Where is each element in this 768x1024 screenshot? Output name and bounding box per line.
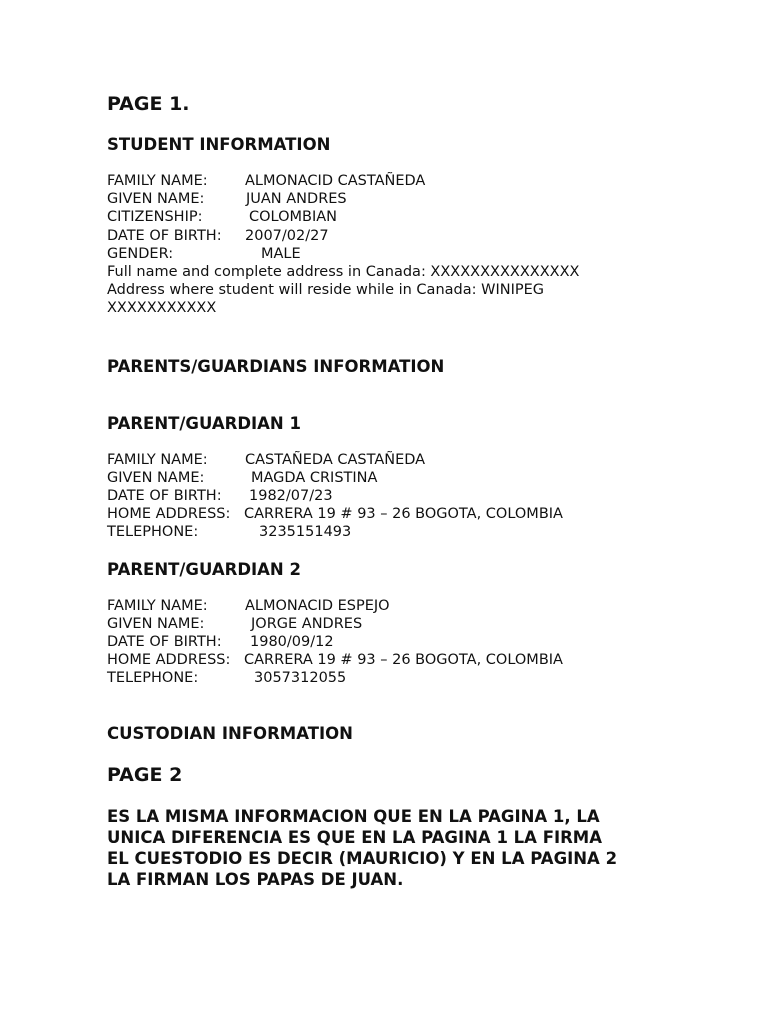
note-line: UNICA DIFERENCIA ES QUE EN LA PAGINA 1 LA FIRMA	[107, 827, 602, 847]
field-label: GIVEN NAME:	[107, 191, 205, 208]
student-address-in-canada: Full name and complete address in Canada: XXXXXXXXXXXXXXX	[107, 264, 580, 281]
student-family-name: ALMONACID CASTAÑEDA	[245, 173, 426, 189]
student-gender-row	[107, 245, 707, 263]
field-label: DATE OF BIRTH:	[107, 488, 222, 505]
document-page	[107, 92, 707, 890]
parent2-family-name-row	[107, 597, 707, 615]
student-date-of-birth-row	[107, 227, 707, 245]
parent2-home-address-row	[107, 651, 707, 669]
field-label: GIVEN NAME:	[107, 615, 205, 632]
field-label: HOME ADDRESS:	[107, 506, 231, 523]
parent-guardian-1-heading: PARENT/GUARDIAN 1	[107, 413, 301, 433]
student-information-block	[107, 172, 707, 318]
student-date-of-birth: 2007/02/27	[245, 227, 329, 244]
student-information-heading: STUDENT INFORMATION	[107, 135, 331, 154]
student-given-name: JUAN ANDRES	[246, 191, 347, 208]
parent1-family-name: CASTAÑEDA CASTAÑEDA	[245, 451, 426, 468]
student-given-name-row	[107, 190, 707, 208]
parent1-home-address: CARRERA 19 # 93 – 26 BOGOTA, COLOMBIA	[244, 506, 563, 523]
parents-guardians-heading: PARENTS/GUARDIANS INFORMATION	[107, 356, 445, 376]
note-line: ES LA MISMA INFORMACION QUE EN LA PAGINA 1, LA	[107, 806, 600, 826]
field-label: FAMILY NAME:	[107, 451, 208, 468]
field-label: TELEPHONE:	[107, 670, 199, 687]
parent2-home-address: CARRERA 19 # 93 – 26 BOGOTA, COLOMBIA	[244, 652, 563, 669]
student-citizenship-row	[107, 208, 707, 226]
field-label: DATE OF BIRTH:	[107, 227, 222, 244]
parent1-family-name-row	[107, 451, 707, 469]
parent2-date-of-birth-row	[107, 633, 707, 651]
parent-guardian-2-heading: PARENT/GUARDIAN 2	[107, 559, 301, 579]
parent1-date-of-birth: 1982/07/23	[249, 488, 333, 505]
page-2-note	[107, 806, 707, 890]
field-label: TELEPHONE:	[107, 524, 199, 541]
note-line: LA FIRMAN LOS PAPAS DE JUAN.	[107, 869, 404, 889]
page-1-heading: PAGE 1.	[107, 93, 190, 115]
parent1-telephone: 3235151493	[259, 524, 352, 541]
field-label: DATE OF BIRTH:	[107, 634, 222, 651]
parent2-telephone: 3057312055	[254, 670, 347, 687]
field-label: GENDER:	[107, 245, 174, 262]
page-2-heading: PAGE 2	[107, 763, 183, 786]
note-line: EL CUESTODIO ES DECIR (MAURICIO) Y EN LA PAGINA 2	[107, 848, 618, 868]
parent1-given-name: MAGDA CRISTINA	[251, 469, 378, 486]
student-gender: MALE	[261, 245, 301, 262]
parent1-home-address-row	[107, 505, 707, 523]
student-citizenship: COLOMBIAN	[249, 209, 338, 226]
parent1-telephone-row	[107, 523, 707, 541]
parent-guardian-1-block	[107, 451, 707, 542]
student-residence-address: Address where student will reside while in Canada: WINIPEG	[107, 282, 544, 299]
custodian-information-heading: CUSTODIAN INFORMATION	[107, 723, 353, 743]
parent2-telephone-row	[107, 669, 707, 687]
field-label: FAMILY NAME:	[107, 597, 208, 614]
student-residence-address-continued: XXXXXXXXXXX	[107, 300, 217, 317]
field-label: FAMILY NAME:	[107, 173, 208, 189]
parent2-date-of-birth: 1980/09/12	[250, 634, 334, 651]
parent1-given-name-row	[107, 469, 707, 487]
parent2-given-name-row	[107, 615, 707, 633]
parent2-given-name: JORGE ANDRES	[251, 615, 363, 632]
field-label: CITIZENSHIP:	[107, 209, 203, 226]
parent-guardian-2-block	[107, 597, 707, 688]
parent2-family-name: ALMONACID ESPEJO	[245, 597, 390, 614]
parent1-date-of-birth-row	[107, 487, 707, 505]
field-label: GIVEN NAME:	[107, 469, 205, 486]
student-family-name-row	[107, 172, 707, 190]
field-label: HOME ADDRESS:	[107, 652, 231, 669]
